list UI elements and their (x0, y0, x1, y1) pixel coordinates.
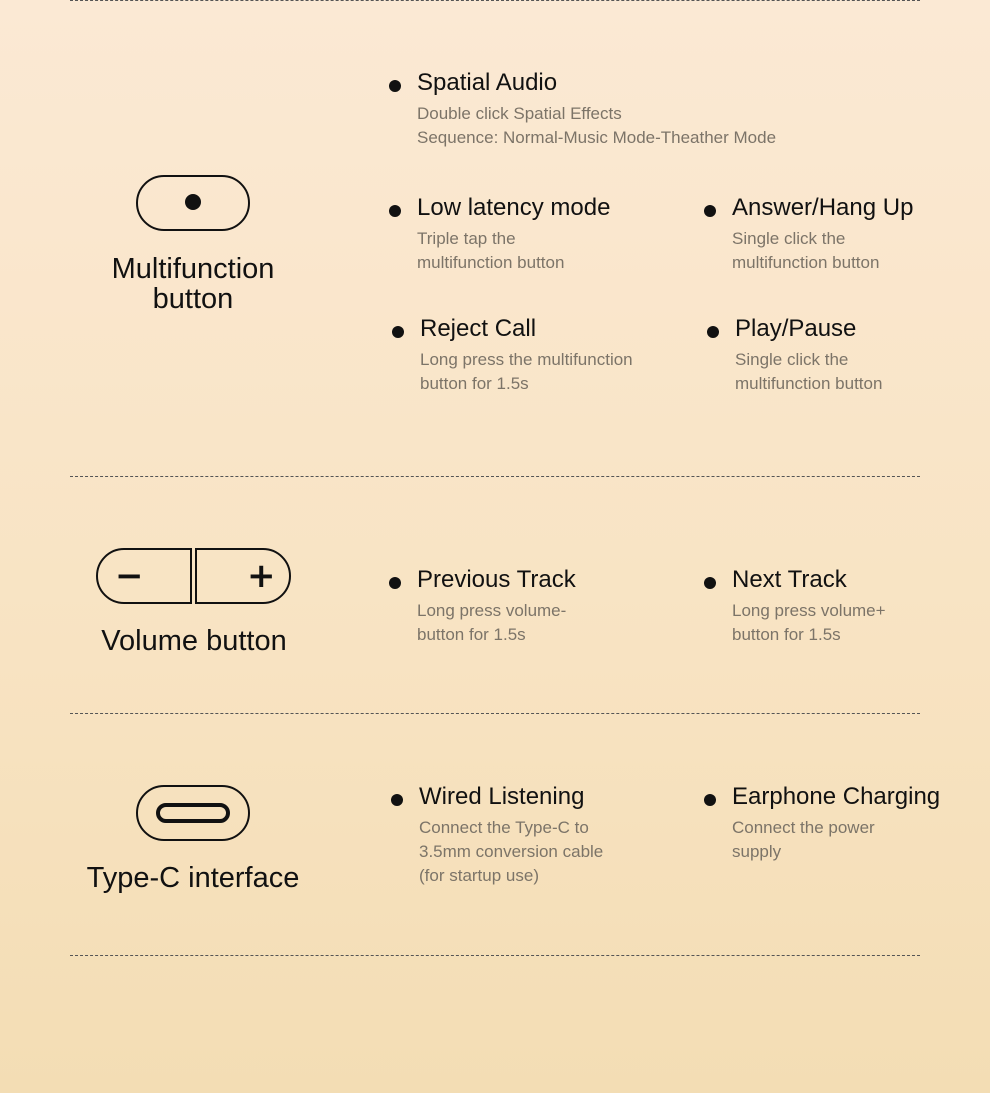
bullet-icon (707, 326, 719, 338)
feature-title: Low latency mode (417, 194, 611, 221)
volume-down-icon (96, 548, 192, 604)
divider-2 (70, 713, 920, 714)
feature-play-pause (707, 314, 977, 404)
feature-spatial-audio (389, 68, 889, 158)
feature-wired-listening (391, 782, 691, 892)
feature-desc: Single click the multifunction button (735, 350, 883, 393)
divider-3 (70, 955, 920, 956)
bullet-icon (392, 326, 404, 338)
feature-next-track (704, 565, 974, 655)
multifunction-button-icon (136, 175, 250, 231)
feature-title: Earphone Charging (732, 783, 941, 810)
feature-earphone-charging (704, 782, 974, 872)
feature-answer-hang-up (704, 193, 974, 283)
bullet-icon (704, 205, 716, 217)
feature-title: Spatial Audio (417, 69, 558, 96)
bullet-icon (704, 577, 716, 589)
bullet-icon (389, 80, 401, 92)
volume-button-icon (96, 548, 291, 604)
feature-desc: Single click the multifunction button (732, 229, 880, 272)
center-dot-icon (185, 194, 201, 210)
type-c-label: Type-C interface (86, 862, 300, 894)
volume-up-icon (195, 548, 291, 604)
volume-label: Volume button (101, 625, 287, 657)
feature-desc: Double click Spatial Effects Sequence: Normal-Music Mode-Theather Mode (417, 104, 777, 147)
feature-title: Play/Pause (735, 315, 857, 342)
divider-top (70, 0, 920, 1)
minus-sign: − (115, 556, 144, 596)
plus-sign: + (247, 556, 276, 596)
feature-desc: Long press volume- button for 1.5s (417, 601, 567, 644)
port-slot-icon (156, 803, 230, 823)
feature-title: Next Track (732, 566, 847, 593)
feature-desc: Connect the Type-C to 3.5mm conversion cable (for startup use) (419, 818, 604, 885)
feature-title: Previous Track (417, 566, 576, 593)
feature-desc: Connect the power supply (732, 818, 875, 861)
feature-reject-call (392, 314, 692, 404)
bullet-icon (391, 794, 403, 806)
type-c-port-icon (136, 785, 250, 841)
feature-title: Answer/Hang Up (732, 194, 914, 221)
multifunction-label: Multifunction button (111, 253, 275, 315)
feature-title: Wired Listening (419, 783, 585, 810)
bullet-icon (389, 205, 401, 217)
feature-low-latency (389, 193, 689, 283)
feature-title: Reject Call (420, 315, 537, 342)
feature-desc: Triple tap the multifunction button (417, 229, 565, 272)
bullet-icon (389, 577, 401, 589)
bullet-icon (704, 794, 716, 806)
feature-desc: Long press the multifunction button for 1.5s (420, 350, 633, 393)
feature-desc: Long press volume+ button for 1.5s (732, 601, 886, 644)
divider-1 (70, 476, 920, 477)
feature-previous-track (389, 565, 689, 655)
